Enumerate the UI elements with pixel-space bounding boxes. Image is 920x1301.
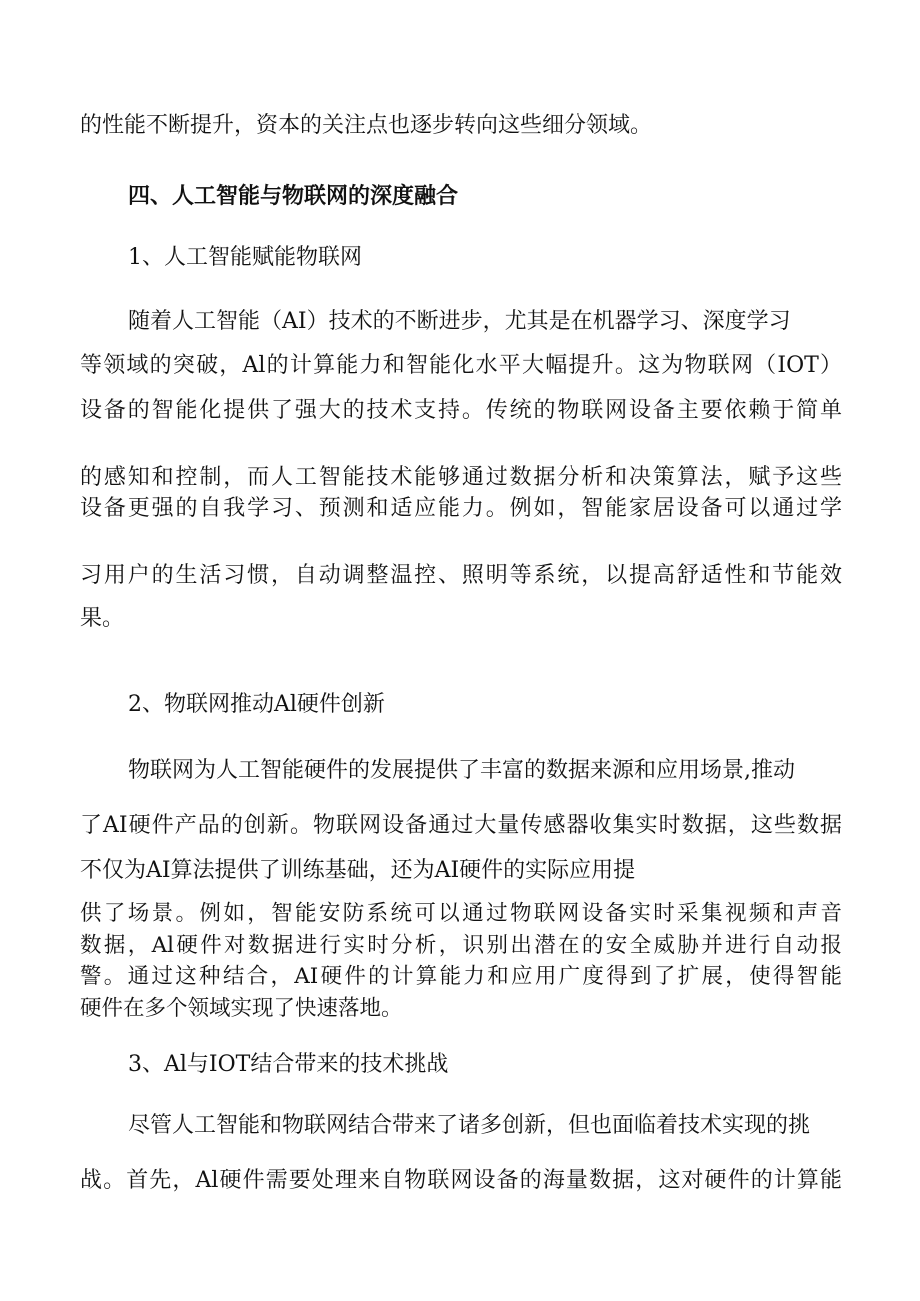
subsection-heading: 3、Al与IOT结合带来的技术挑战 bbox=[128, 1052, 449, 1077]
paragraph-line: 硬件在多个领域实现了快速落地。 bbox=[80, 996, 403, 1021]
section-heading: 四、人工智能与物联网的深度融合 bbox=[128, 183, 459, 209]
paragraph-line: 随着人工智能（AI）技术的不断进步，尤其是在机器学习、深度学习 bbox=[128, 309, 791, 334]
paragraph-line: 警。通过这种结合，AI硬件的计算能力和应用广度得到了扩展，使得智能 bbox=[80, 964, 842, 989]
paragraph-line: 物联网为人工智能硬件的发展提供了丰富的数据来源和应用场景,推动 bbox=[128, 758, 795, 783]
paragraph-line: 供了场景。例如，智能安防系统可以通过物联网设备实时采集视频和声音 bbox=[80, 901, 842, 926]
paragraph-line: 尽管人工智能和物联网结合带来了诸多创新，但也面临着技术实现的挑 bbox=[128, 1113, 811, 1138]
subsection-heading: 1、人工智能赋能物联网 bbox=[128, 245, 362, 270]
paragraph-line: 了AI硬件产品的创新。物联网设备通过大量传感器收集实时数据，这些数据 bbox=[80, 813, 842, 838]
paragraph-line: 数据，Al硬件对数据进行实时分析，识别出潜在的安全威胁并进行自动报 bbox=[80, 933, 842, 958]
paragraph-line: 不仅为AI算法提供了训练基础，还为AI硬件的实际应用提 bbox=[80, 858, 636, 883]
paragraph-line: 的性能不断提升，资本的关注点也逐步转向这些细分领域。 bbox=[80, 113, 653, 138]
paragraph-line: 的感知和控制，而人工智能技术能够通过数据分析和决策算法，赋予这些 bbox=[80, 465, 842, 490]
paragraph-line: 设备更强的自我学习、预测和适应能力。例如，智能家居设备可以通过学 bbox=[80, 496, 842, 521]
paragraph-line: 果。 bbox=[80, 606, 125, 631]
subsection-heading: 2、物联网推动Al硬件创新 bbox=[128, 692, 385, 717]
paragraph-line: 习用户的生活习惯，自动调整温控、照明等系统，以提高舒适性和节能效 bbox=[80, 563, 842, 588]
paragraph-line: 战。首先，Al硬件需要处理来自物联网设备的海量数据，这对硬件的计算能 bbox=[80, 1168, 842, 1193]
paragraph-line: 等领域的突破，Al的计算能力和智能化水平大幅提升。这为物联网（IOT） bbox=[80, 353, 842, 378]
paragraph-line: 设备的智能化提供了强大的技术支持。传统的物联网设备主要依赖于简单 bbox=[80, 398, 842, 423]
